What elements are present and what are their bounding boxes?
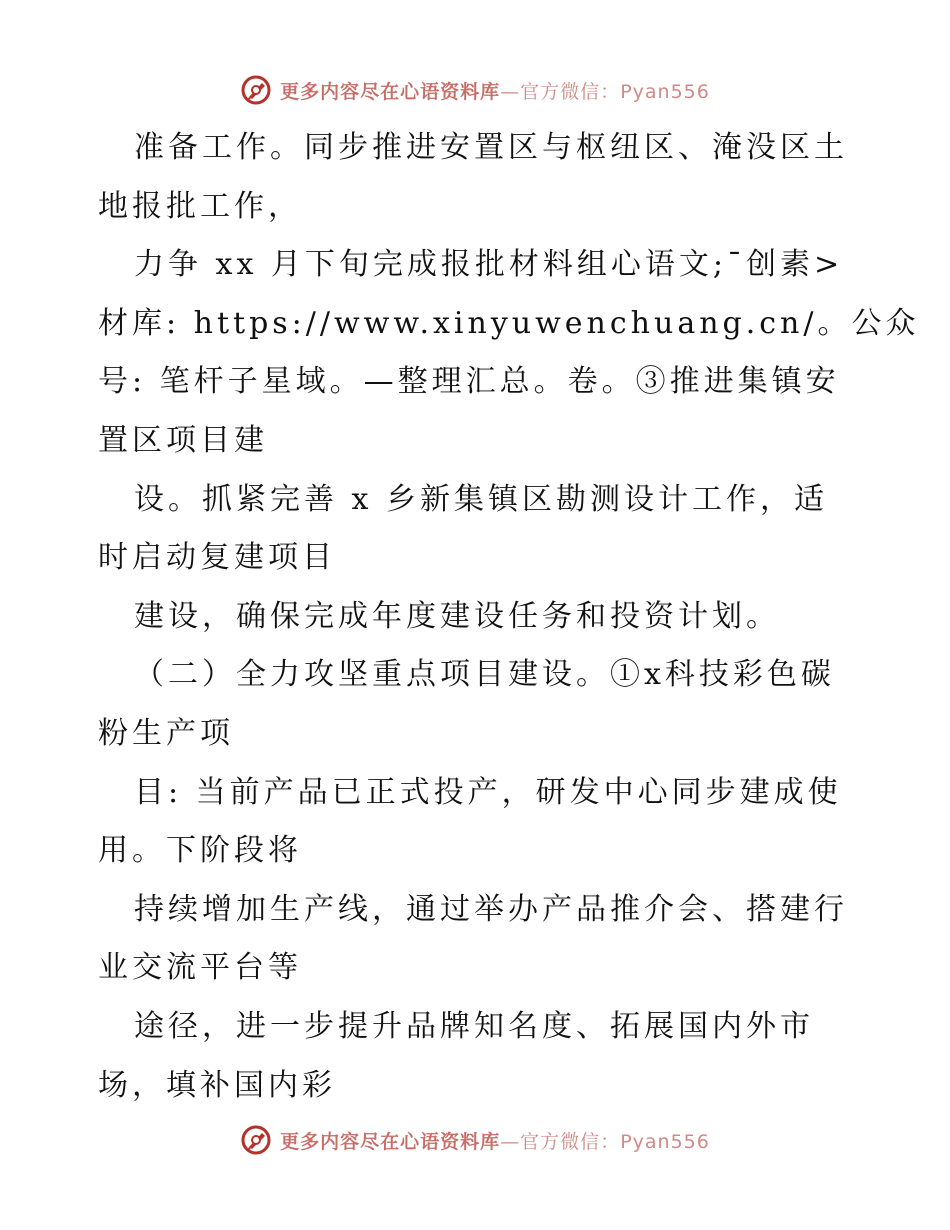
body-line: 设。抓紧完善 x 乡新集镇区勘测设计工作，适: [134, 481, 828, 517]
footer-wechat-id: Pyan556: [620, 1130, 710, 1153]
body-line: 业交流平台等: [98, 950, 302, 986]
red-quill-seal-icon: [240, 74, 272, 106]
footer-separator: —: [500, 1130, 521, 1153]
document-body: [98, 119, 920, 1115]
body-line: 建设，确保完成年度建设任务和投资计划。: [134, 598, 780, 634]
body-line: 材库: https://www.xinyuwenchuang.cn/。公众: [98, 305, 920, 341]
body-line: （二）全力攻坚重点项目建设。①x科技彩色碳: [134, 657, 835, 693]
body-line: 途径，进一步提升品牌知名度、拓展国内外市: [134, 1008, 814, 1044]
body-line: 持续增加生产线，通过举办产品推介会、搭建行: [134, 891, 848, 927]
footer-banner: [0, 1120, 950, 1160]
body-line: 力争 xx 月下旬完成报批材料组心语文;¯创素>: [134, 247, 844, 283]
body-line: 粉生产项: [98, 715, 234, 751]
body-line: 准备工作。同步推进安置区与枢纽区、淹没区土: [134, 130, 848, 165]
footer-site-text: 更多内容尽在心语资料库: [280, 1130, 501, 1153]
header-banner: [0, 70, 950, 110]
footer-wechat-label: 官方微信：: [520, 1130, 621, 1153]
body-line: 地报批工作，: [98, 188, 302, 224]
red-quill-seal-icon: [240, 1124, 272, 1156]
header-wechat-id: Pyan556: [620, 80, 710, 103]
header-wechat-label: 官方微信：: [520, 80, 621, 103]
footer-banner-text: [280, 1127, 710, 1154]
body-line: 场，填补国内彩: [98, 1067, 336, 1103]
header-site-text: 更多内容尽在心语资料库: [280, 80, 501, 103]
header-separator: —: [500, 80, 521, 103]
body-line: 置区项目建: [98, 422, 268, 458]
body-line: 用。下阶段将: [98, 833, 302, 869]
body-line: 号: 笔杆子星域。—整理汇总。卷。③推进集镇安: [98, 364, 840, 400]
body-line: 时启动复建项目: [98, 540, 336, 576]
body-line: 目: 当前产品已正式投产，研发中心同步建成使: [134, 774, 842, 810]
header-banner-text: [280, 77, 710, 104]
